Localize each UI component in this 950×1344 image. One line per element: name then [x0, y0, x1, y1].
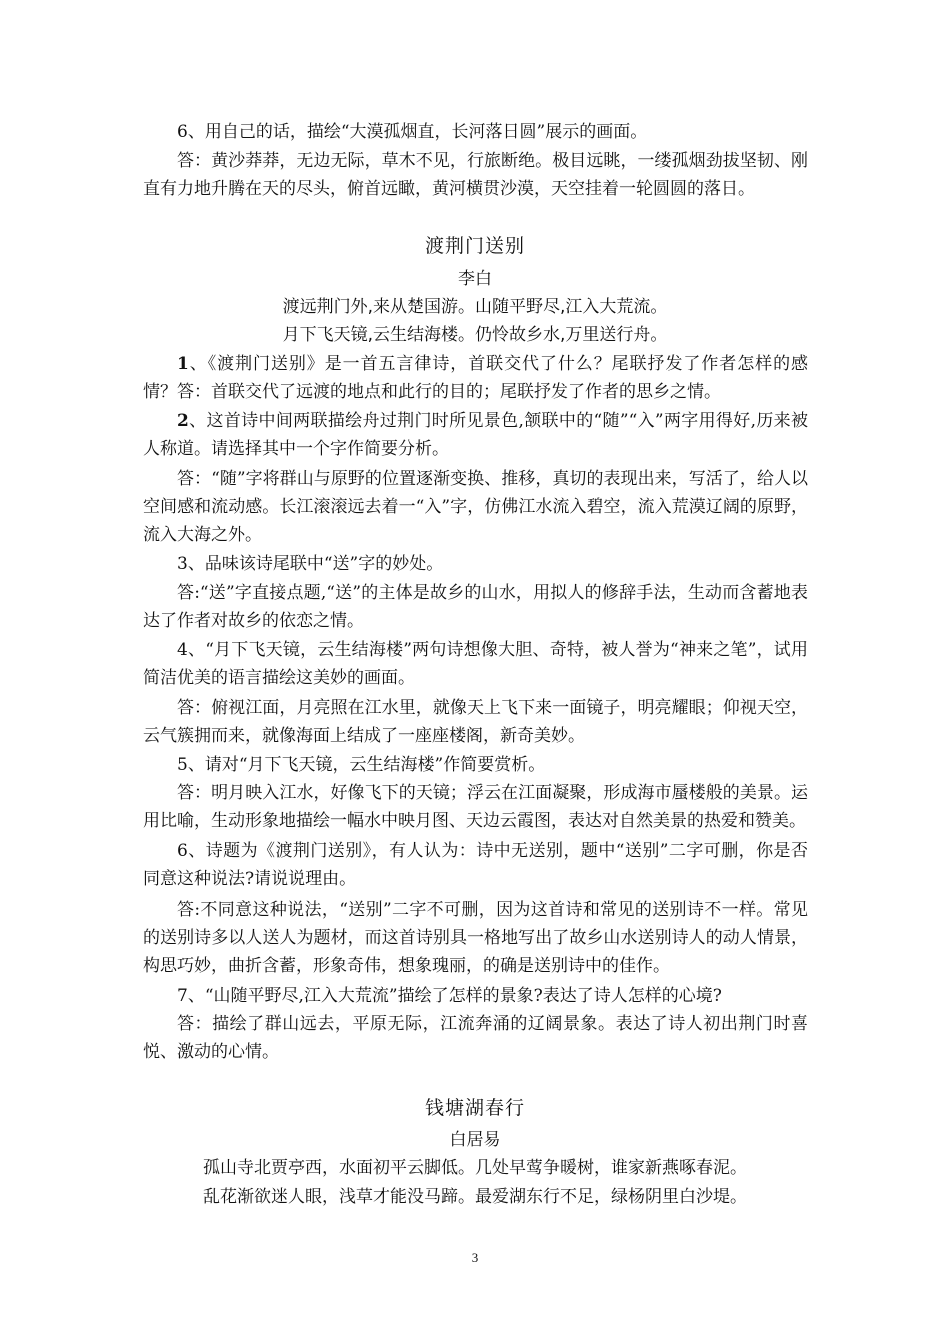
poem-title-qiantanghu: 钱塘湖春行: [424, 1097, 525, 1119]
question-6-previous: 6、用自己的话，描绘“大漠孤烟直，长河落日圆”展示的画面。: [177, 122, 648, 142]
poem2-line-1: 孤山寺北贾亭西，水面初平云脚低。几处早莺争暖树，谁家新燕啄春泥。: [203, 1158, 747, 1178]
answer-6-previous: 答：黄沙莽莽，无边无际，草木不见，行旅断绝。极目远眺，一缕孤烟劲拔坚韧、刚直有力地升腾在天的尽头，俯首远瞰，黄河横贯沙漠，天空挂着一轮圆圆的落日。: [143, 151, 808, 199]
question-5: 5、请对“月下飞天镜，云生结海楼”作简要赏析。: [177, 755, 546, 775]
answer-4: 答：俯视江面，月亮照在江水里，就像天上飞下来一面镜子，明亮耀眼；仰视天空，云气簇拥而来，就像海面上结成了一座座楼阁，新奇美妙。: [143, 698, 808, 746]
poem-title-dujingmen: 渡荆门送别: [424, 235, 525, 257]
question-3: 3、品味该诗尾联中“送”字的妙处。: [177, 554, 444, 574]
question-2-number: 2: [177, 411, 189, 431]
answer-2: 答：“随”字将群山与原野的位置逐渐变换、推移，真切的表现出来，写活了，给人以空间感和流动感。长江滚滚远去着一“入”字，仿佛江水流入碧空，流入荒漠辽阔的原野，流入大海之外。: [143, 469, 808, 545]
poem-line-2: 月下飞天镜,云生结海楼。仍怜故乡水,万里送行舟。: [282, 325, 668, 345]
answer-1: 答：首联交代了远渡的地点和此行的目的；尾联抒发了作者的思乡之情。: [177, 382, 721, 402]
answer-7: 答：描绘了群山远去，平原无际，江流奔涌的辽阔景象。表达了诗人初出荆门时喜悦、激动的心情。: [143, 1014, 808, 1062]
question-4: 4、“月下飞天镜，云生结海楼”两句诗想像大胆、奇特，被人誉为“神来之笔”，试用简洁优美的语言描绘这美妙的画面。: [143, 640, 808, 688]
answer-5: 答：明月映入江水，好像飞下的天镜；浮云在江面凝聚，形成海市蜃楼般的美景。运用比喻，生动形象地描绘一幅水中映月图、天边云霞图，表达对自然美景的热爱和赞美。: [143, 783, 808, 831]
question-2-text: 、这首诗中间两联描绘舟过荆门时所见景色,颔联中的“随”“入”两字用得好,历来被人称道。请选择其中一个字作简要分析。: [143, 411, 808, 459]
question-2: [143, 407, 808, 463]
answer-6: 答:不同意这种说法，“送别”二字不可删，因为这首诗和常见的送别诗不一样。常见的送别诗多以人送人为题材，而这首诗别具一格地写出了故乡山水送别诗人的动人情景，构思巧妙，曲折含蓄，形象奇伟，想象瑰丽，的确是送别诗中的佳作。: [143, 900, 808, 976]
poem-line-1: 渡远荆门外,来从楚国游。山随平野尽,江入大荒流。: [282, 297, 668, 317]
question-1-number: 1: [177, 354, 189, 374]
poem-author-baijuyi: 白居易: [449, 1130, 501, 1150]
poem2-line-2: 乱花渐欲迷人眼，浅草才能没马蹄。最爱湖东行不足，绿杨阴里白沙堤。: [203, 1187, 747, 1207]
page-number: 3: [471, 1250, 479, 1265]
question-1-text: 、《渡荆门送别》是一首五言律诗，首联交代了什么？尾联抒发了作者怎样的感情？: [143, 354, 808, 402]
poem-author-libai: 李白: [458, 269, 492, 289]
question-7: 7、“山随平野尽,江入大荒流”描绘了怎样的景象?表达了诗人怎样的心境?: [177, 986, 722, 1006]
question-6: 6、诗题为《渡荆门送别》，有人认为：诗中无送别，题中“送别”二字可删，你是否同意这种说法?请说说理由。: [143, 841, 808, 889]
answer-3: 答:“送”字直接点题,“送”的主体是故乡的山水，用拟人的修辞手法，生动而含蓄地表达了作者对故乡的依恋之情。: [143, 583, 808, 631]
